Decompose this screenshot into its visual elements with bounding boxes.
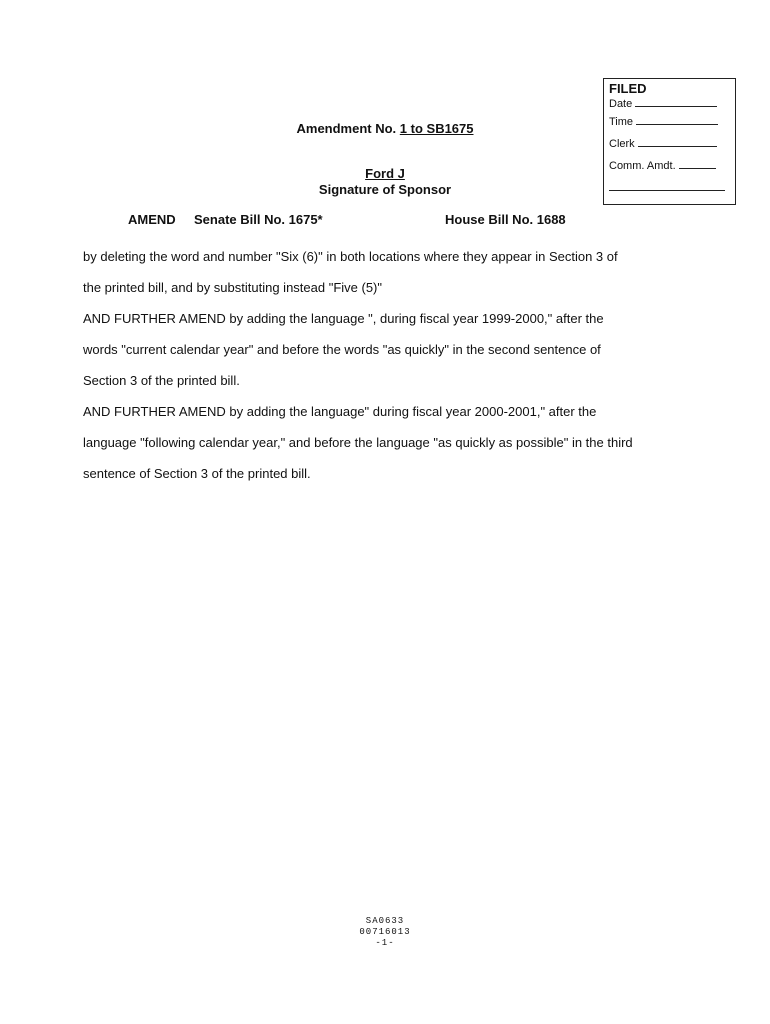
footer-code-1: SA0633	[365, 916, 405, 926]
amendment-body	[83, 241, 703, 489]
body-line: the printed bill, and by substituting instead "Five (5)"	[83, 280, 382, 295]
body-line: AND FURTHER AMEND by adding the language" during fiscal year 2000-2001," after the	[83, 404, 597, 419]
house-bill-number: House Bill No. 1688	[445, 212, 566, 227]
filed-comm-label: Comm. Amdt.	[609, 160, 676, 172]
body-line: words "current calendar year" and before the words "as quickly" in the second sentence of	[83, 342, 601, 357]
filed-date-label: Date	[609, 98, 633, 110]
filed-clerk-label: Clerk	[609, 138, 635, 150]
body-line: AND FURTHER AMEND by adding the language ", during fiscal year 1999-2000," after the	[83, 311, 604, 326]
sponsor-caption: Signature of Sponsor	[318, 182, 452, 197]
body-line: language "following calendar year," and before the language "as quickly as possible" in the third	[83, 435, 633, 450]
body-line: Section 3 of the printed bill.	[83, 373, 240, 388]
filed-date-row	[609, 97, 730, 111]
filed-clerk-blank	[638, 137, 717, 147]
senate-bill-number: Senate Bill No. 1675*	[194, 212, 323, 227]
amendment-prefix: Amendment No.	[296, 121, 397, 136]
sponsor-block	[0, 166, 770, 198]
filed-time-label: Time	[609, 116, 634, 128]
filed-title: FILED	[609, 81, 647, 96]
footer-code-2: 00716013	[359, 927, 411, 937]
filed-date-blank	[635, 97, 717, 107]
amend-label: AMEND	[128, 212, 176, 227]
body-line: sentence of Section 3 of the printed bill.	[83, 466, 311, 481]
amendment-title	[0, 121, 770, 136]
page-footer	[0, 916, 770, 949]
amendment-number: 1 to SB1675	[399, 121, 474, 136]
filed-clerk-row	[609, 133, 730, 155]
page-number: -1-	[375, 938, 395, 948]
body-line: by deleting the word and number "Six (6)" in both locations where they appear in Section 3 of	[83, 249, 618, 264]
sponsor-name: Ford J	[365, 166, 405, 181]
